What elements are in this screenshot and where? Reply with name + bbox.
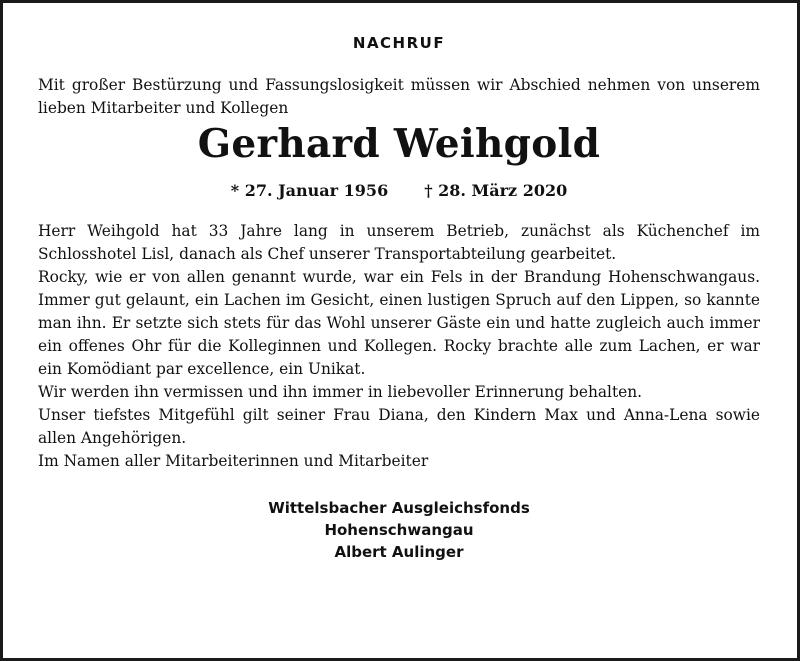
remembrance-paragraph: Wir werden ihn vermissen und ihn immer in liebevoller Erinnerung behalten. (38, 383, 643, 401)
career-paragraph: Herr Weihgold hat 33 Jahre lang in unserem Betrieb, zunächst als Küchenchef im Schlosshotel Lisl, danach als Chef unserer Transportabteilung gearbeitet. (38, 222, 760, 263)
signature-person: Albert Aulinger (334, 543, 464, 561)
signature-block (38, 497, 760, 563)
signature-organization: Wittelsbacher Ausgleichsfonds (268, 499, 530, 517)
signature-location: Hohenschwangau (324, 521, 474, 539)
tribute-paragraph: Rocky, wie er von allen genannt wurde, war ein Fels in der Brandung Hohenschwangaus. Immer gut gelaunt, ein Lachen im Gesicht, einen lustigen Spruch auf den Lippen, so kannte man ihn. Er setzte sich stets für das Wohl unserer Gäste ein und hatte zugleich auch immer ein offenes Ohr für die Kolleginnen und Kollegen. Rocky brachte alle zum Lachen, er war ein Komödiant par excellence, ein Unikat. (38, 268, 760, 378)
intro-text: Mit großer Bestürzung und Fassungslosigkeit müssen wir Abschied nehmen von unserem lieben Mitarbeiter und Kollegen (38, 76, 760, 117)
deceased-name: Gerhard Weihgold (197, 121, 601, 167)
obituary-notice (38, 34, 760, 563)
birth-date: * 27. Januar 1956 (230, 181, 389, 200)
life-dates (38, 180, 760, 202)
condolence-paragraph: Unser tiefstes Mitgefühl gilt seiner Frau Diana, den Kindern Max und Anna-Lena sowie allen Angehörigen. (38, 406, 760, 447)
death-date: † 28. März 2020 (424, 181, 568, 200)
notice-heading: NACHRUF (352, 34, 446, 52)
closing-line: Im Namen aller Mitarbeiterinnen und Mitarbeiter (38, 452, 429, 470)
